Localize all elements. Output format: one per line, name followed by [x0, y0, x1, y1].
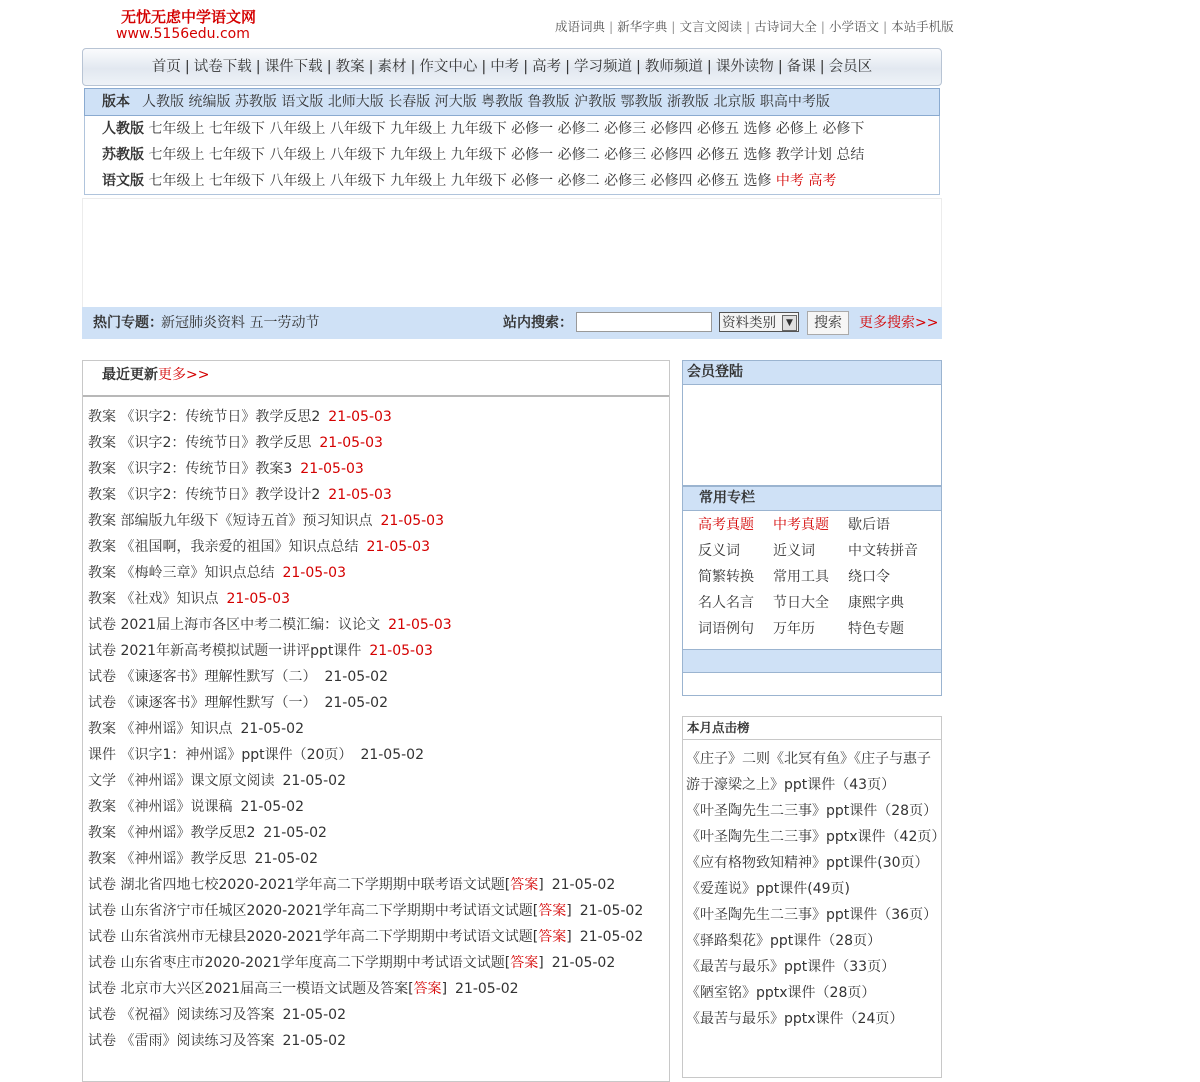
- separator: |: [636, 59, 641, 75]
- grade-link[interactable]: 八年级下: [329, 121, 386, 137]
- latest-title: 最近更新: [102, 367, 158, 383]
- item-category[interactable]: 试卷: [88, 955, 116, 971]
- list-item: [88, 768, 643, 794]
- separator: |: [184, 59, 190, 75]
- separator: |: [410, 59, 416, 75]
- main-nav: [82, 48, 942, 86]
- item-category[interactable]: 教案: [88, 799, 116, 815]
- nav-item[interactable]: 中考: [490, 59, 520, 75]
- edition-link[interactable]: 北师大版: [327, 94, 384, 110]
- separator: |: [820, 19, 825, 34]
- hot-topic-link[interactable]: 五一劳动节: [249, 315, 320, 331]
- grade-link[interactable]: 总结: [836, 147, 865, 163]
- grade-link[interactable]: 九年级下: [450, 121, 507, 137]
- separator: |: [777, 59, 783, 75]
- item-title[interactable]: 湖北省四地七校2020-2021学年高二下学期期中联考语文试题: [120, 877, 505, 893]
- monthly-hits-list: [683, 746, 946, 1032]
- grade-link[interactable]: 必修一: [511, 147, 554, 163]
- separator: |: [706, 59, 712, 75]
- hot-topic-link[interactable]: 新冠肺炎资料: [161, 315, 245, 331]
- nav-item[interactable]: 备课: [786, 59, 816, 75]
- item-title[interactable]: 《神州谣》教学反思: [120, 851, 247, 867]
- item-date: 21-05-03: [300, 461, 364, 477]
- item-date: 21-05-02: [282, 1007, 346, 1023]
- item-title[interactable]: 山东省济宁市任城区2020-2021学年高二下学期期中考试语文试题: [120, 903, 533, 919]
- answer-link[interactable]: 答案: [538, 903, 567, 919]
- item-category[interactable]: 教案: [88, 851, 116, 867]
- grade-row-label[interactable]: 苏教版: [102, 147, 144, 163]
- latest-updates-panel: [82, 360, 670, 1082]
- list-item: 试卷 山东省枣庄市2020-2021学年度高二下学期期中考试语文试题[答案] 21-05-02: [88, 955, 616, 971]
- header: [0, 0, 1200, 48]
- common-column-link[interactable]: 高考真题: [698, 517, 754, 533]
- grade-panel: [84, 116, 940, 195]
- item-title[interactable]: 《神州谣》知识点: [120, 721, 233, 737]
- grade-link[interactable]: 八年级下: [329, 173, 386, 189]
- item-category[interactable]: 试卷: [88, 617, 116, 633]
- grade-row: [85, 116, 939, 142]
- grade-link[interactable]: 必修二: [557, 121, 600, 137]
- separator: |: [326, 59, 332, 75]
- grade-row-label[interactable]: 人教版: [102, 121, 144, 137]
- nav-item[interactable]: 首页: [151, 59, 181, 75]
- edition-link[interactable]: 沪教版: [574, 94, 617, 110]
- edition-link[interactable]: 统编版: [188, 94, 231, 110]
- item-category[interactable]: 教案: [88, 591, 116, 607]
- item-category[interactable]: 教案: [88, 435, 116, 451]
- common-column-link[interactable]: 近义词: [773, 543, 815, 559]
- nav-item[interactable]: 试卷下载: [193, 59, 252, 75]
- separator: |: [565, 59, 571, 75]
- list-item: [88, 846, 643, 872]
- item-date: 21-05-03: [328, 487, 392, 503]
- nav-item[interactable]: 素材: [377, 59, 407, 75]
- list-item: [88, 742, 643, 768]
- grade-link[interactable]: 必修三: [604, 147, 647, 163]
- grade-link[interactable]: 九年级上: [390, 147, 447, 163]
- common-column-link[interactable]: 万年历: [773, 621, 815, 637]
- item-date: 21-05-02: [551, 877, 616, 893]
- separator: |: [368, 59, 374, 75]
- item-title[interactable]: 山东省枣庄市2020-2021学年度高二下学期期中考试语文试题: [120, 955, 505, 971]
- item-category[interactable]: 试卷: [88, 929, 116, 945]
- item-date: 21-05-02: [579, 903, 644, 919]
- grade-link[interactable]: 必修四: [650, 147, 693, 163]
- list-item: [88, 794, 643, 820]
- edition-link[interactable]: 人教版: [142, 94, 184, 110]
- exam-link[interactable]: 中考: [775, 173, 804, 189]
- item-category[interactable]: 文学: [88, 773, 116, 789]
- more-search-link[interactable]: 更多搜索>>: [859, 315, 939, 331]
- search-button[interactable]: 搜索: [807, 311, 849, 335]
- separator: |: [481, 59, 487, 75]
- edition-bar: [84, 88, 940, 116]
- item-title[interactable]: 北京市大兴区2021届高三一模语文试题及答案: [120, 981, 409, 997]
- nav-item[interactable]: 会员区: [828, 59, 873, 75]
- list-item: 试卷 湖北省四地七校2020-2021学年高二下学期期中联考语文试题[答案] 21-05-02: [88, 877, 616, 893]
- item-category[interactable]: 教案: [88, 825, 116, 841]
- search-input[interactable]: [576, 312, 712, 332]
- grade-link[interactable]: 必修三: [604, 173, 647, 189]
- answer-link[interactable]: 答案: [538, 929, 567, 945]
- list-item: [88, 404, 643, 430]
- common-columns-grid: [683, 511, 941, 642]
- item-title[interactable]: 《神州谣》说课稿: [120, 799, 233, 815]
- list-item: [88, 482, 643, 508]
- item-date: 21-05-02: [240, 721, 304, 737]
- monthly-hits-title: 本月点击榜: [683, 717, 941, 740]
- edition-link[interactable]: 河大版: [434, 94, 477, 110]
- separator: |: [523, 59, 529, 75]
- top-link[interactable]: 新华字典: [617, 19, 668, 34]
- grade-link[interactable]: 九年级上: [390, 173, 447, 189]
- item-category[interactable]: 试卷: [88, 903, 116, 919]
- hit-item[interactable]: 《叶圣陶先生二三事》ppt课件（28页）: [686, 803, 938, 819]
- item-title[interactable]: 《识字2：传统节日》教学设计2: [120, 487, 321, 503]
- item-date: 21-05-03: [319, 435, 383, 451]
- hit-item[interactable]: 《应有格物致知精神》ppt课件(30页）: [686, 855, 929, 871]
- edition-link[interactable]: 长春版: [388, 94, 431, 110]
- grade-link[interactable]: 七年级下: [208, 173, 265, 189]
- item-date: 21-05-03: [328, 409, 392, 425]
- common-column-link[interactable]: 中文转拼音: [848, 543, 918, 559]
- item-category[interactable]: 教案: [88, 539, 116, 555]
- grade-link[interactable]: 八年级上: [269, 147, 326, 163]
- grade-link[interactable]: 七年级下: [208, 121, 265, 137]
- list-item: 试卷 北京市大兴区2021届高三一模语文试题及答案[答案] 21-05-02: [88, 981, 519, 997]
- dropdown-arrow-icon: ▼: [782, 315, 797, 331]
- item-category[interactable]: 试卷: [88, 695, 116, 711]
- list-item: [88, 820, 643, 846]
- site-logo-name[interactable]: 无忧无虑中学语文网: [121, 8, 257, 26]
- item-date: 21-05-02: [282, 773, 346, 789]
- item-category[interactable]: 试卷: [88, 877, 116, 893]
- grade-link[interactable]: 必修三: [604, 121, 647, 137]
- edition-link[interactable]: 职高中考版: [759, 94, 830, 110]
- member-panel-footer: [683, 649, 941, 673]
- list-item: [88, 586, 643, 612]
- grade-link[interactable]: 必修一: [511, 173, 554, 189]
- item-date: 21-05-02: [360, 747, 424, 763]
- list-item: [88, 716, 643, 742]
- item-category[interactable]: 教案: [88, 513, 116, 529]
- edition-label: 版本: [102, 94, 130, 110]
- item-date: 21-05-03: [369, 643, 433, 659]
- common-column-link[interactable]: 词语例句: [698, 621, 754, 637]
- grade-link[interactable]: 八年级上: [269, 121, 326, 137]
- banner-area: [82, 198, 942, 307]
- top-link[interactable]: 文言文阅读: [679, 19, 742, 34]
- list-item: 试卷 山东省滨州市无棣县2020-2021学年高二下学期期中考试语文试题[答案] 21-05-02: [88, 929, 644, 945]
- grade-link[interactable]: 八年级上: [269, 173, 326, 189]
- item-title[interactable]: 《社戏》知识点: [120, 591, 219, 607]
- item-date: 21-05-02: [324, 695, 388, 711]
- hot-topics-label: 热门专题：: [93, 315, 163, 331]
- hit-item[interactable]: 《叶圣陶先生二三事》ppt课件（36页）: [686, 907, 938, 923]
- item-title[interactable]: 《雷雨》阅读练习及答案: [120, 1033, 275, 1049]
- list-item: 试卷 山东省济宁市任城区2020-2021学年高二下学期期中考试语文试题[答案] 21-05-02: [88, 903, 644, 919]
- item-date: 21-05-02: [263, 825, 327, 841]
- list-item: [88, 560, 643, 586]
- hit-item[interactable]: 《庄子》二则《北冥有鱼》《庄子与惠子游于濠梁之上》ppt课件（43页）: [686, 751, 931, 793]
- item-date: 21-05-03: [282, 565, 346, 581]
- common-column-link[interactable]: 反义词: [698, 543, 740, 559]
- item-title[interactable]: 《谏逐客书》理解性默写（二）: [120, 669, 317, 685]
- grade-link[interactable]: 选修: [743, 147, 772, 163]
- nav-item[interactable]: 课件下载: [264, 59, 323, 75]
- monthly-hits-panel: [682, 716, 946, 1078]
- hit-item[interactable]: 《爱莲说》ppt课件(49页): [686, 881, 851, 897]
- item-category[interactable]: 试卷: [88, 1033, 116, 1049]
- item-category[interactable]: 教案: [88, 409, 116, 425]
- item-title[interactable]: 山东省滨州市无棣县2020-2021学年高二下学期期中考试语文试题: [120, 929, 533, 945]
- list-item: [88, 1002, 643, 1028]
- nav-item[interactable]: 教案: [335, 59, 365, 75]
- exam-link[interactable]: 高考: [808, 173, 837, 189]
- grade-link[interactable]: 必修五: [696, 121, 739, 137]
- item-category[interactable]: 教案: [88, 721, 116, 737]
- common-column-link[interactable]: 名人名言: [698, 595, 754, 611]
- item-title[interactable]: 2021年新高考模拟试题一讲评ppt课件: [120, 643, 362, 659]
- item-date: 21-05-03: [388, 617, 452, 633]
- nav-item[interactable]: 作文中心: [419, 59, 478, 75]
- item-date: 21-05-02: [282, 1033, 346, 1049]
- grade-link[interactable]: 必修四: [650, 121, 693, 137]
- common-column-link[interactable]: 常用工具: [773, 569, 829, 585]
- separator: |: [255, 59, 261, 75]
- top-links: [555, 17, 954, 35]
- hit-item[interactable]: 《最苦与最乐》pptx课件（24页）: [686, 1011, 904, 1027]
- item-category[interactable]: 试卷: [88, 981, 116, 997]
- item-title[interactable]: 《识字2：传统节日》教学反思2: [120, 409, 321, 425]
- list-item: [88, 430, 643, 456]
- login-area: [683, 385, 941, 486]
- hit-item[interactable]: 《陋室铭》pptx课件（28页）: [686, 985, 876, 1001]
- separator: |: [609, 19, 614, 34]
- item-title[interactable]: 《梅岭三章》知识点总结: [120, 565, 275, 581]
- grade-row: [85, 168, 939, 194]
- top-link[interactable]: 古诗词大全: [754, 19, 817, 34]
- edition-list: [142, 94, 830, 110]
- edition-link[interactable]: 北京版: [713, 94, 756, 110]
- edition-link[interactable]: 浙教版: [666, 94, 709, 110]
- search-type-value: 资料类别: [722, 315, 776, 331]
- edition-link[interactable]: 语文版: [281, 94, 324, 110]
- grade-link[interactable]: 必修上: [775, 121, 818, 137]
- nav-item[interactable]: 教师频道: [644, 59, 703, 75]
- grade-link[interactable]: 必修二: [557, 173, 600, 189]
- member-panel: [682, 360, 942, 696]
- search-label: 站内搜索：: [503, 315, 573, 331]
- list-item: [88, 612, 643, 638]
- search-type-select[interactable]: [719, 312, 799, 332]
- item-date: 21-05-02: [240, 799, 304, 815]
- hot-topics-list: [161, 307, 319, 339]
- item-title[interactable]: 《神州谣》教学反思2: [120, 825, 256, 841]
- grade-link[interactable]: 选修: [743, 121, 772, 137]
- grade-link[interactable]: 必修五: [696, 173, 739, 189]
- top-link[interactable]: 成语词典: [555, 19, 606, 34]
- item-category[interactable]: 试卷: [88, 1007, 116, 1023]
- nav-item[interactable]: 课外读物: [715, 59, 774, 75]
- list-item: [88, 664, 643, 690]
- item-date: 21-05-02: [254, 851, 318, 867]
- list-item: [88, 690, 643, 716]
- item-title[interactable]: 《识字2：传统节日》教案3: [120, 461, 293, 477]
- grade-link[interactable]: 必修二: [557, 147, 600, 163]
- separator: |: [819, 59, 825, 75]
- separator: |: [745, 19, 751, 34]
- list-item: [88, 456, 643, 482]
- item-title[interactable]: 《祝福》阅读练习及答案: [120, 1007, 275, 1023]
- nav-item[interactable]: 学习频道: [574, 59, 633, 75]
- grade-row-label[interactable]: 语文版: [102, 173, 144, 189]
- grade-link[interactable]: 八年级下: [329, 147, 386, 163]
- grade-link[interactable]: 七年级下: [208, 147, 265, 163]
- item-category[interactable]: 教案: [88, 461, 116, 477]
- answer-link[interactable]: 答案: [413, 981, 442, 997]
- item-category[interactable]: 试卷: [88, 669, 116, 685]
- common-column-link[interactable]: 节日大全: [773, 595, 829, 611]
- item-title[interactable]: 《识字1：神州谣》ppt课件（20页）: [120, 747, 353, 763]
- grade-link[interactable]: 选修: [743, 173, 772, 189]
- nav-item[interactable]: 高考: [532, 59, 562, 75]
- grade-link[interactable]: 九年级下: [450, 173, 507, 189]
- grade-link[interactable]: 必修一: [511, 121, 554, 137]
- item-date: 21-05-02: [551, 955, 616, 971]
- item-title[interactable]: 《祖国啊，我亲爱的祖国》知识点总结: [120, 539, 359, 555]
- common-column-link[interactable]: 简繁转换: [698, 569, 754, 585]
- top-link[interactable]: 小学语文: [828, 19, 879, 34]
- grade-link[interactable]: 七年级上: [148, 147, 205, 163]
- hit-item[interactable]: 《最苦与最乐》ppt课件（33页）: [686, 959, 896, 975]
- item-title[interactable]: 《识字2：传统节日》教学反思: [120, 435, 312, 451]
- grade-link[interactable]: 必修下: [822, 121, 865, 137]
- latest-more-link[interactable]: 更多>>: [158, 367, 210, 383]
- edition-link[interactable]: 苏教版: [234, 94, 277, 110]
- list-item: [88, 534, 643, 560]
- site-logo-url[interactable]: www.5156edu.com: [116, 26, 250, 42]
- item-date: 21-05-02: [455, 981, 519, 997]
- latest-header: [83, 361, 669, 397]
- member-login-title: 会员登陆: [683, 361, 941, 385]
- item-title[interactable]: 2021届上海市各区中考二模汇编：议论文: [120, 617, 381, 633]
- grade-link[interactable]: 七年级上: [148, 121, 205, 137]
- latest-list: [88, 404, 643, 1054]
- grade-link[interactable]: 教学计划: [775, 147, 832, 163]
- item-date: 21-05-03: [380, 513, 444, 529]
- list-item: [88, 1028, 643, 1054]
- grade-link[interactable]: 七年级上: [148, 173, 205, 189]
- item-title[interactable]: 部编版九年级下《短诗五首》预习知识点: [120, 513, 373, 529]
- grade-link[interactable]: 必修四: [650, 173, 693, 189]
- common-column-link[interactable]: 中考真题: [773, 517, 829, 533]
- hit-item[interactable]: 《驿路梨花》ppt课件（28页）: [686, 933, 882, 949]
- edition-link[interactable]: 鄂教版: [620, 94, 663, 110]
- separator: |: [671, 19, 676, 34]
- item-category[interactable]: 试卷: [88, 643, 116, 659]
- item-category[interactable]: 教案: [88, 487, 116, 503]
- common-columns-title: 常用专栏: [683, 486, 941, 511]
- common-column-link[interactable]: 绕口令: [848, 569, 890, 585]
- item-category[interactable]: 课件: [88, 747, 116, 763]
- common-column-link[interactable]: 歇后语: [848, 517, 890, 533]
- hot-search-bar: [82, 307, 942, 339]
- answer-link[interactable]: 答案: [510, 955, 539, 971]
- grade-link[interactable]: 九年级上: [390, 121, 447, 137]
- item-date: 21-05-03: [366, 539, 430, 555]
- item-title[interactable]: 《神州谣》课文原文阅读: [120, 773, 275, 789]
- hit-item[interactable]: 《叶圣陶先生二三事》pptx课件（42页）: [686, 829, 946, 845]
- item-date: 21-05-02: [579, 929, 644, 945]
- list-item: [88, 508, 643, 534]
- separator: |: [882, 19, 888, 34]
- common-column-link[interactable]: 康熙字典: [848, 595, 904, 611]
- grade-row: [85, 142, 939, 168]
- grade-link[interactable]: 必修五: [696, 147, 739, 163]
- common-column-link[interactable]: 特色专题: [848, 621, 904, 637]
- top-link[interactable]: 本站手机版: [891, 19, 954, 34]
- answer-link[interactable]: 答案: [510, 877, 539, 893]
- item-category[interactable]: 教案: [88, 565, 116, 581]
- item-date: 21-05-03: [226, 591, 290, 607]
- grade-link[interactable]: 九年级下: [450, 147, 507, 163]
- item-title[interactable]: 《谏逐客书》理解性默写（一）: [120, 695, 317, 711]
- item-date: 21-05-02: [324, 669, 388, 685]
- edition-link[interactable]: 鲁教版: [527, 94, 570, 110]
- edition-link[interactable]: 粤教版: [481, 94, 524, 110]
- list-item: [88, 638, 643, 664]
